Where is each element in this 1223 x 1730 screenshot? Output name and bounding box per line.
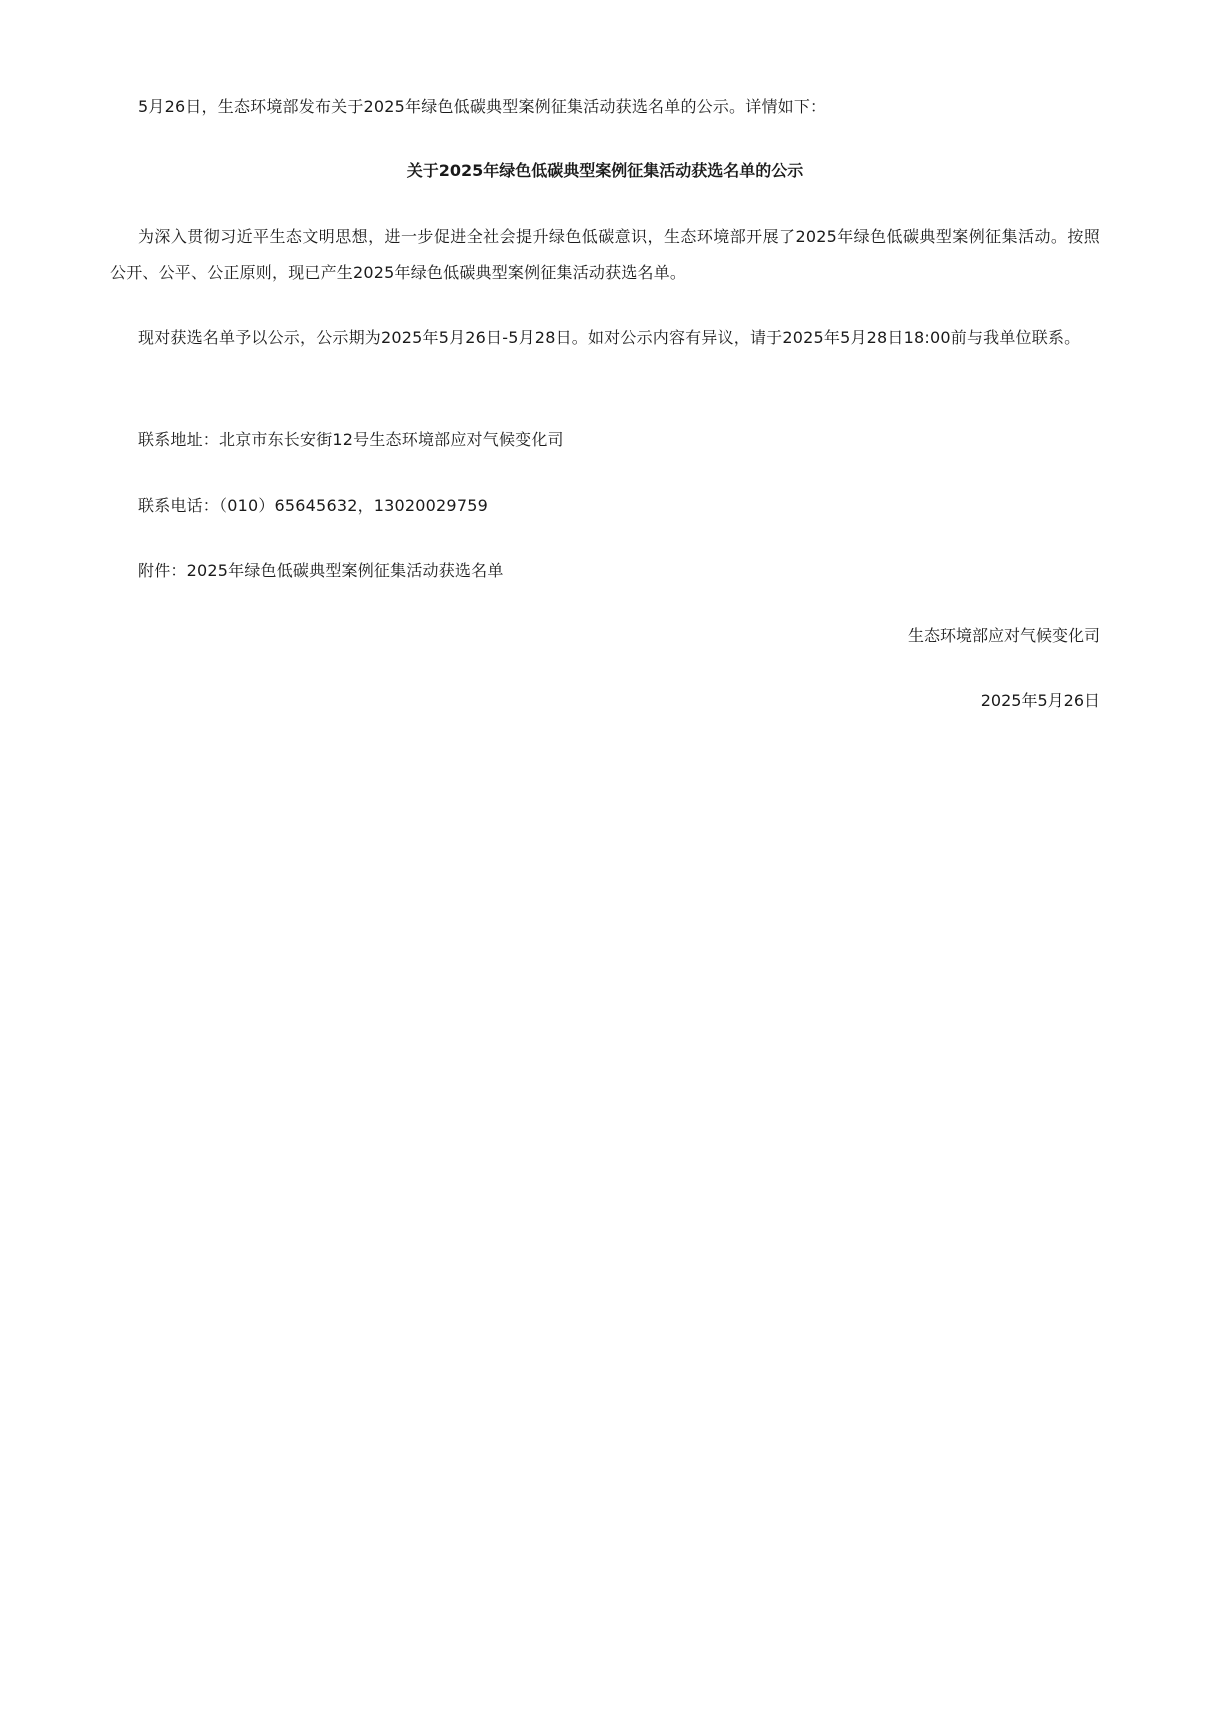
attachment-link[interactable]: 附件：2025年绿色低碳典型案例征集活动获选名单 <box>138 561 504 580</box>
contact-phone: 联系电话：（010）65645632，13020029759 <box>138 496 488 515</box>
intro-text: 5月26日，生态环境部发布关于2025年绿色低碳典型案例征集活动获选名单的公示。详情如下： <box>138 97 827 116</box>
document-title: 关于2025年绿色低碳典型案例征集活动获选名单的公示 <box>406 161 804 180</box>
contact-address: 联系地址：北京市东长安街12号生态环境部应对气候变化司 <box>138 430 564 449</box>
paragraph-publicity-period: 现对获选名单予以公示，公示期为2025年5月26日-5月28日。如对公示内容有异议，请于2025年5月28日18:00前与我单位联系。 <box>138 328 1081 347</box>
signature-date: 2025年5月26日 <box>980 691 1100 710</box>
paragraph-purpose: 为深入贯彻习近平生态文明思想，进一步促进全社会提升绿色低碳意识，生态环境部开展了2025年绿色低碳典型案例征集活动。按照公开、公平、公正原则，现已产生2025年绿色低碳典型案例征集活动获选名单。 <box>110 227 1100 282</box>
signature-organization: 生态环境部应对气候变化司 <box>907 626 1100 645</box>
